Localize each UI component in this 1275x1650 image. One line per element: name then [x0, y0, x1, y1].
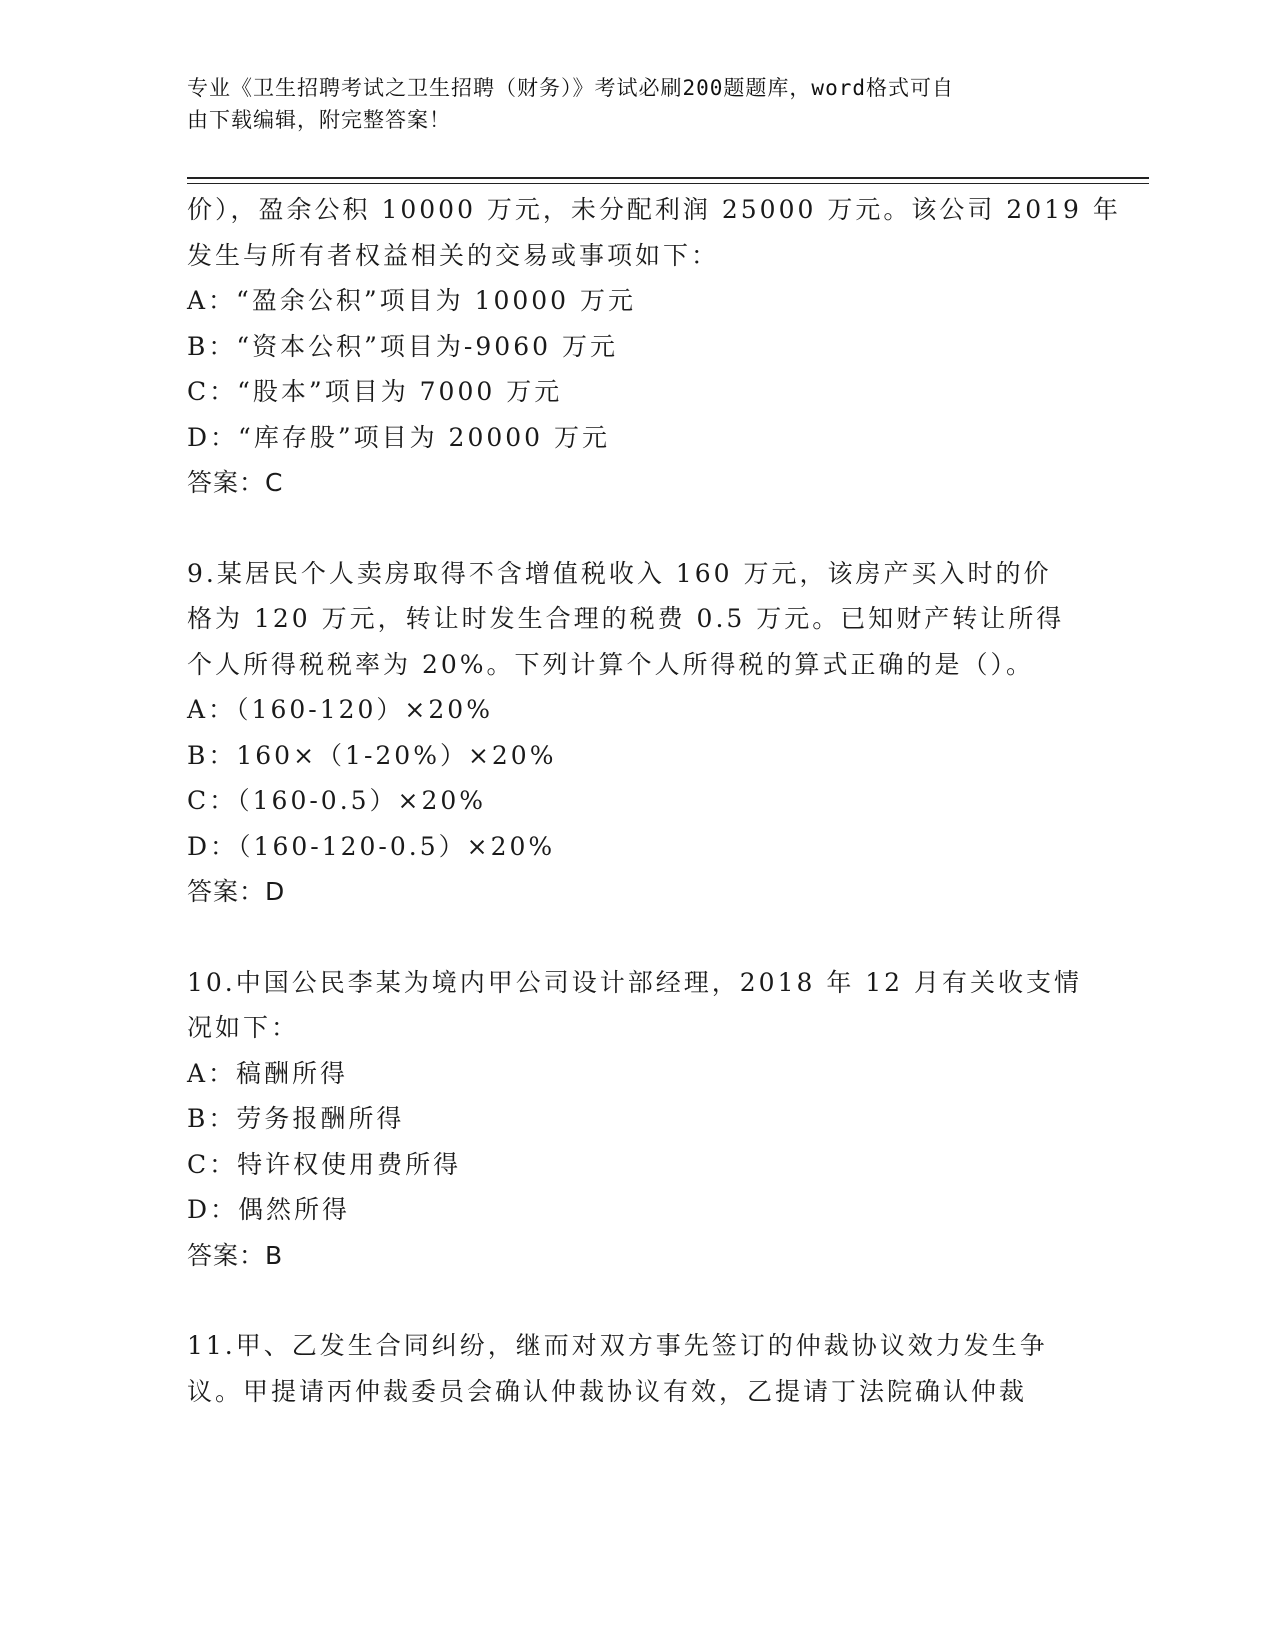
- header-rule-thick: [187, 177, 1149, 179]
- question-text-line: 10.中国公民李某为境内甲公司设计部经理，2018 年 12 月有关收支情: [187, 967, 1083, 997]
- question-text-line: 9.某居民个人卖房取得不含增值税收入 160 万元，该房产买入时的价: [187, 558, 1052, 588]
- question-9: [187, 551, 1067, 915]
- question-text-line: 价），盈余公积 10000 万元，未分配利润 25000 万元。该公司 2019 年: [187, 195, 1121, 224]
- spacer: [187, 1278, 1067, 1323]
- option-b: B：“资本公积”项目为-9060 万元: [187, 331, 618, 361]
- option-b: B：160×（1-20%）×20%: [187, 740, 557, 770]
- header-line-1: 专业《卫生招聘考试之卫生招聘（财务）》考试必刷200题题库，word格式可自: [187, 76, 954, 100]
- header-line-2: 由下载编辑，附完整答案！: [187, 108, 451, 132]
- spacer: [187, 915, 1067, 960]
- option-d: D：“库存股”项目为 20000 万元: [187, 422, 611, 452]
- document-body: [187, 187, 1121, 1414]
- answer-line: 答案：D: [187, 877, 286, 906]
- question-10: [187, 960, 1083, 1279]
- option-a: A：（160-120）×20%: [187, 695, 493, 724]
- option-c: C：特许权使用费所得: [187, 1149, 462, 1179]
- question-text-line: 格为 120 万元，转让时发生合理的税费 0.5 万元。已知财产转让所得: [187, 604, 1065, 633]
- question-text-line: 11.甲、乙发生合同纠纷，继而对双方事先签订的仲裁协议效力发生争: [187, 1331, 1048, 1360]
- option-b: B：劳务报酬所得: [187, 1104, 405, 1133]
- question-text-line: 议。甲提请丙仲裁委员会确认仲裁协议有效，乙提请丁法院确认仲裁: [187, 1376, 1028, 1406]
- question-text-line: 况如下：: [187, 1013, 300, 1042]
- answer-line: 答案：B: [187, 1240, 284, 1270]
- option-d: D：偶然所得: [187, 1195, 351, 1224]
- header-rule-thin: [187, 183, 1149, 184]
- question-continued: [187, 187, 1121, 506]
- question-11: [187, 1323, 1067, 1414]
- page-header: [187, 72, 1067, 136]
- answer-line: 答案：C: [187, 468, 284, 497]
- spacer: [187, 506, 1067, 551]
- option-a: A：稿酬所得: [187, 1058, 349, 1088]
- option-c: C：（160-0.5）×20%: [187, 786, 487, 815]
- question-text-line: 个人所得税税率为 20%。下列计算个人所得税的算式正确的是（）。: [187, 649, 1035, 679]
- option-a: A：“盈余公积”项目为 10000 万元: [187, 286, 637, 315]
- option-d: D：（160-120-0.5）×20%: [187, 831, 556, 861]
- question-text-line: 发生与所有者权益相关的交易或事项如下：: [187, 240, 720, 270]
- option-c: C：“股本”项目为 7000 万元: [187, 377, 563, 406]
